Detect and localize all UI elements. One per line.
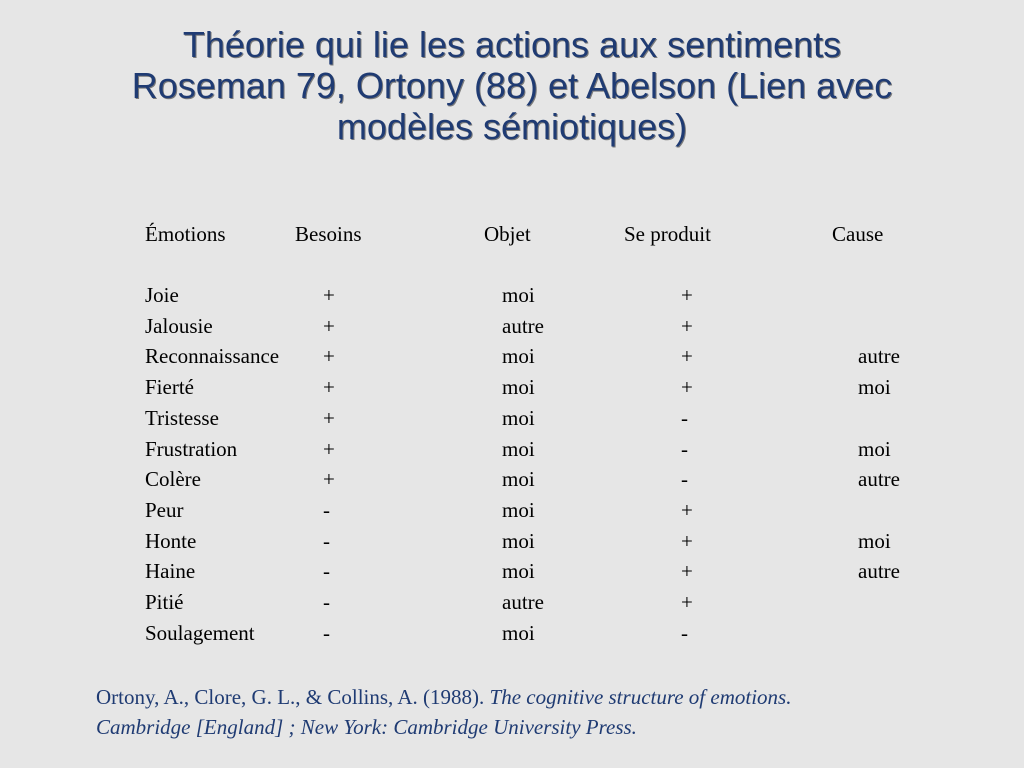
reference-citation xyxy=(96,682,996,742)
cell-besoins: + xyxy=(323,314,335,338)
cell-cause: autre xyxy=(858,344,900,368)
header-emotion: Émotions xyxy=(145,222,226,246)
cell-besoins: + xyxy=(323,406,335,430)
cell-emotion: Soulagement xyxy=(145,621,255,645)
cell-se-produit: - xyxy=(681,406,688,430)
cell-besoins: + xyxy=(323,344,335,368)
cell-emotion: Haine xyxy=(145,559,196,583)
cell-se-produit: + xyxy=(681,375,693,399)
cell-objet: autre xyxy=(502,314,544,338)
cell-se-produit: + xyxy=(681,529,693,553)
cell-emotion: Honte xyxy=(145,529,197,553)
cell-objet: moi xyxy=(502,559,535,583)
cell-se-produit: + xyxy=(681,283,693,307)
cell-objet: moi xyxy=(502,467,535,491)
cell-besoins: - xyxy=(323,590,330,614)
cell-emotion: Tristesse xyxy=(145,406,219,430)
cell-cause: moi xyxy=(858,529,891,553)
cell-emotion: Pitié xyxy=(145,590,184,614)
title-line-3: modèles sémiotiques) xyxy=(336,106,688,147)
header-objet: Objet xyxy=(484,222,531,246)
cell-se-produit: - xyxy=(681,621,688,645)
cell-objet: moi xyxy=(502,375,535,399)
cell-besoins: - xyxy=(323,529,330,553)
cell-objet: moi xyxy=(502,498,535,522)
cell-besoins: + xyxy=(323,467,335,491)
cell-se-produit: + xyxy=(681,344,693,368)
cell-objet: moi xyxy=(502,437,535,461)
cell-objet: autre xyxy=(502,590,544,614)
cell-besoins: - xyxy=(323,559,330,583)
cell-besoins: - xyxy=(323,621,330,645)
cell-se-produit: - xyxy=(681,437,688,461)
cell-emotion: Jalousie xyxy=(145,314,213,338)
reference-title: The cognitive structure of emotions. xyxy=(489,685,792,709)
cell-emotion: Peur xyxy=(145,498,184,522)
title-line-2: Roseman 79, Ortony (88) et Abelson (Lien avec xyxy=(131,65,893,106)
cell-objet: moi xyxy=(502,621,535,645)
cell-se-produit: + xyxy=(681,498,693,522)
reference-publisher: Cambridge [England] ; New York: Cambridge University Press. xyxy=(96,715,637,739)
cell-se-produit: + xyxy=(681,314,693,338)
header-se-produit: Se produit xyxy=(624,222,711,246)
cell-besoins: - xyxy=(323,498,330,522)
cell-emotion: Frustration xyxy=(145,437,238,461)
cell-cause: moi xyxy=(858,437,891,461)
header-besoins: Besoins xyxy=(295,222,362,246)
cell-objet: moi xyxy=(502,344,535,368)
cell-emotion: Fierté xyxy=(145,375,194,399)
header-cause: Cause xyxy=(832,222,884,246)
cell-se-produit: - xyxy=(681,467,688,491)
cell-objet: moi xyxy=(502,529,535,553)
cell-se-produit: + xyxy=(681,590,693,614)
cell-emotion: Joie xyxy=(145,283,179,307)
cell-emotion: Colère xyxy=(145,467,201,491)
cell-objet: moi xyxy=(502,406,535,430)
cell-emotion: Reconnaissance xyxy=(145,344,280,368)
cell-cause: moi xyxy=(858,375,891,399)
cell-se-produit: + xyxy=(681,559,693,583)
cell-cause: autre xyxy=(858,467,900,491)
cell-objet: moi xyxy=(502,283,535,307)
cell-besoins: + xyxy=(323,283,335,307)
reference-authors: Ortony, A., Clore, G. L., & Collins, A. (1988). xyxy=(96,685,490,709)
title-line-1: Théorie qui lie les actions aux sentiments xyxy=(182,24,842,65)
cell-besoins: + xyxy=(323,437,335,461)
cell-besoins: + xyxy=(323,375,335,399)
cell-cause: autre xyxy=(858,559,900,583)
